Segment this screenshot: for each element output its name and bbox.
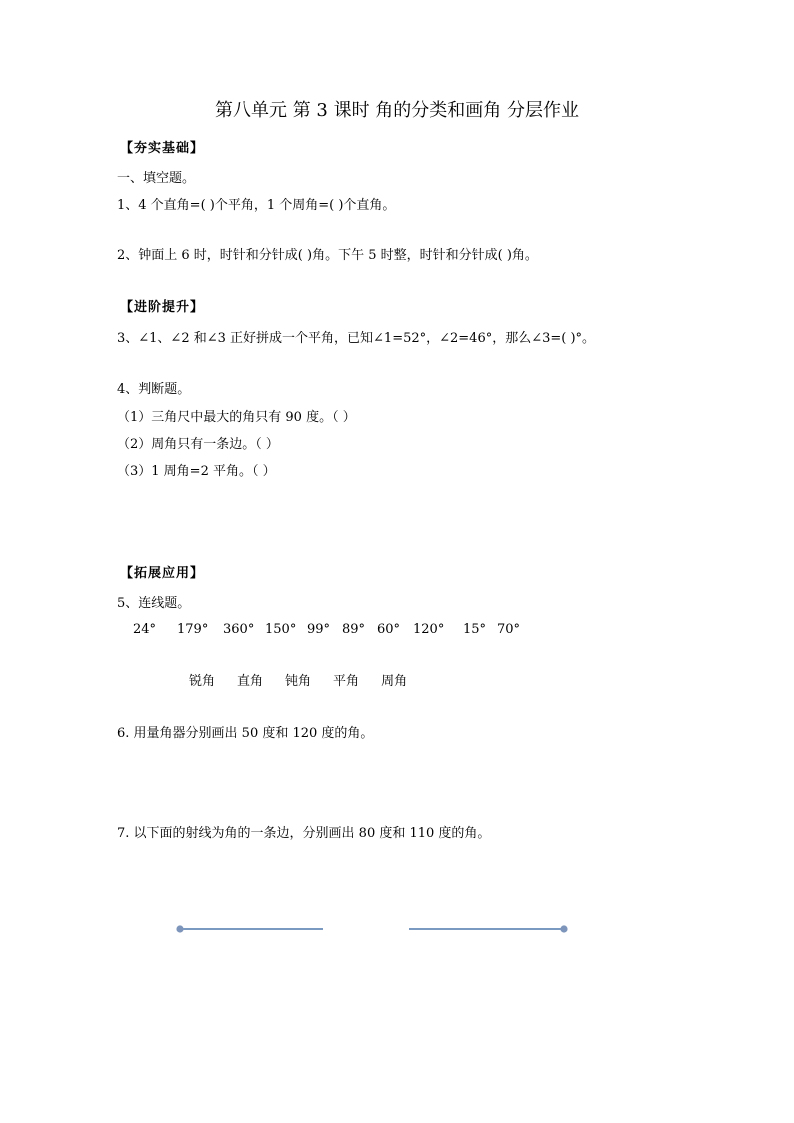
question-4-item-1: （1）三角尺中最大的角只有 90 度。（ ） <box>117 410 356 425</box>
angle-value: 60° <box>377 622 401 637</box>
question-4-heading: 4、判断题。 <box>117 382 191 397</box>
angle-value: 150° <box>265 622 297 637</box>
page-title: 第八单元 第 3 课时 角的分类和画角 分层作业 <box>214 100 580 121</box>
question-7: 7. 以下面的射线为角的一条边，分别画出 80 度和 110 度的角。 <box>117 826 491 841</box>
question-5-heading: 5、连线题。 <box>117 596 191 611</box>
angle-value: 24° <box>133 622 157 637</box>
question-1: 1、4 个直角=( )个平角，1 个周角=( )个直角。 <box>117 198 396 213</box>
angle-value: 120° <box>413 622 445 637</box>
ray-right-endpoint <box>560 925 567 932</box>
question-4-item-2: （2）周角只有一条边。（ ） <box>117 437 279 452</box>
angle-value: 99° <box>307 622 331 637</box>
section-heading-basic: 【夯实基础】 <box>120 141 205 156</box>
ray-left-endpoint <box>176 925 183 932</box>
angle-value: 89° <box>342 622 366 637</box>
angle-type: 锐角 <box>189 674 216 689</box>
question-6: 6. 用量角器分别画出 50 度和 120 度的角。 <box>117 726 374 741</box>
angle-value: 70° <box>497 622 521 637</box>
angle-value: 360° <box>223 622 255 637</box>
angle-type: 直角 <box>237 674 264 689</box>
section-heading-extend: 【拓展应用】 <box>120 566 205 581</box>
angle-type: 平角 <box>333 674 360 689</box>
angle-value: 179° <box>177 622 209 637</box>
section-heading-advanced: 【进阶提升】 <box>120 300 205 315</box>
angle-type: 周角 <box>381 674 408 689</box>
question-2: 2、钟面上 6 时，时针和分针成( )角。下午 5 时整，时针和分针成( )角。 <box>117 248 538 263</box>
fill-in-heading: 一、填空题。 <box>117 171 196 186</box>
angle-values-row <box>133 622 520 638</box>
angle-type: 钝角 <box>285 674 312 689</box>
question-4-item-3: （3）1 周角=2 平角。（ ） <box>117 464 276 479</box>
question-3: 3、∠1、∠2 和∠3 正好拼成一个平角，已知∠1=52°，∠2=46°，那么∠3=( )°。 <box>117 331 596 346</box>
angle-value: 15° <box>463 622 487 637</box>
angle-types-row <box>189 674 429 690</box>
